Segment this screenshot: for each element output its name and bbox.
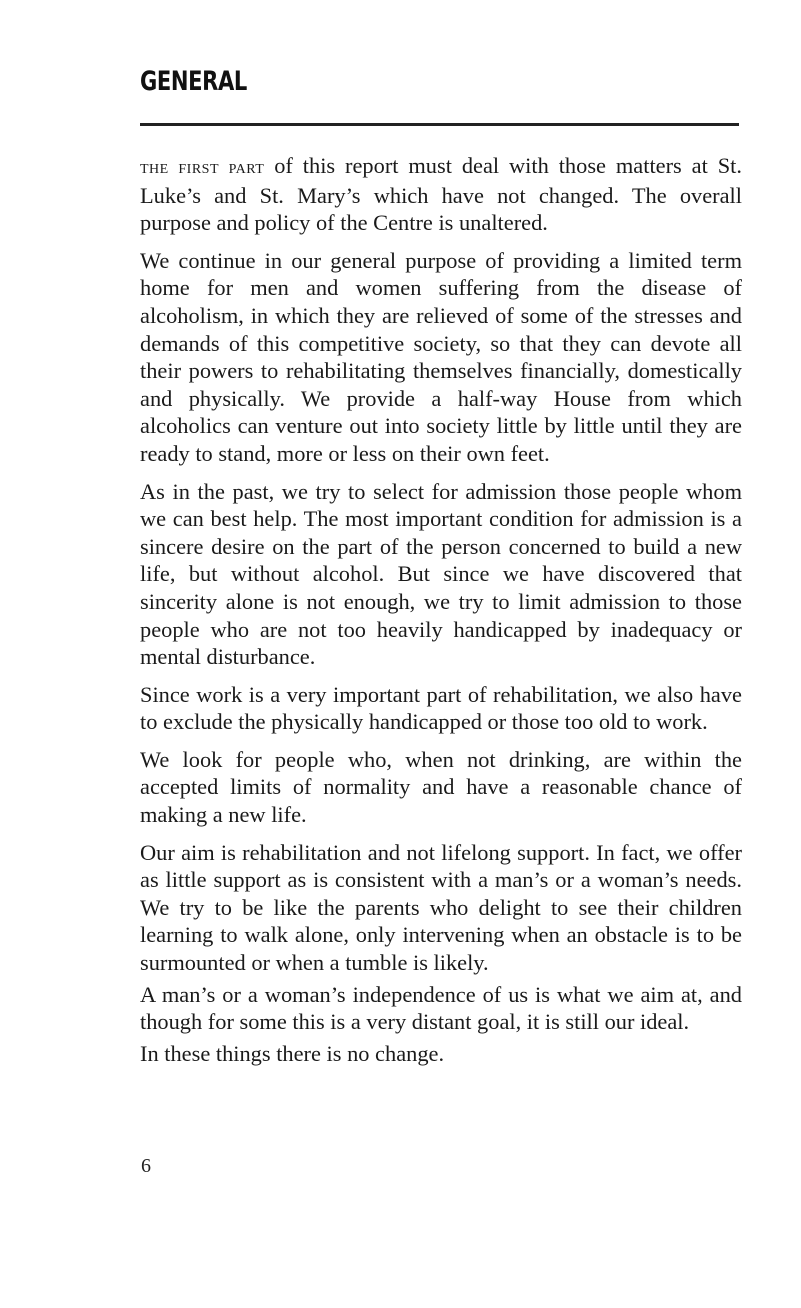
- paragraph-5: We look for people who, when not drinking, are within the accepted limits of normality and have a reasonable chance of making a new life.: [140, 746, 742, 828]
- paragraph-2: We continue in our general purpose of providing a limited term home for men and women suffering from the disease of alcoholism, in which they are relieved of some of the stresses and demands of this competitive society, so that they can devote all their powers to rehabilitating themselves financially, domestically and physically. We provide a half-way House from which alcoholics can venture out into society little by little until they are ready to stand, more or less on their own feet.: [140, 247, 742, 466]
- paragraph-8: In these things there is no change.: [140, 1040, 445, 1066]
- paragraph-4: Since work is a very important part of rehabilitation, we also have to exclude the physically handicapped or those too old to work.: [140, 681, 742, 735]
- page-number: 6: [141, 1155, 151, 1177]
- paragraph-1-text: of this report must deal with those matters at St. Luke’s and St. Mary’s which have not changed. The overall purpose and policy of the Centre is unaltered.: [140, 153, 742, 236]
- paragraph-1: [140, 152, 742, 237]
- paragraph-7: A man’s or a woman’s independence of us is what we aim at, and though for some this is a very distant goal, it is still our ideal.: [140, 981, 742, 1035]
- paragraph-3: As in the past, we try to select for admission those people whom we can best help. The most important condition for admission is a sincere desire on the part of the person concerned to build a new life, but without alcohol. But since we have discovered that sincerity alone is not enough, we try to limit admission to those people who are not too heavily handicapped by inadequacy or mental disturbance.: [140, 478, 742, 670]
- section-heading: GENERAL: [140, 66, 247, 97]
- opening-smallcaps: the first part: [140, 157, 265, 178]
- body-text: [140, 152, 742, 1077]
- paragraph-6: Our aim is rehabilitation and not lifelong support. In fact, we offer as little support as is consistent with a man’s or a woman’s needs. We try to be like the parents who delight to see their children learning to walk alone, only intervening when an obstacle is to be surmounted or when a tumble is likely.: [140, 839, 742, 976]
- heading-rule: [140, 123, 739, 126]
